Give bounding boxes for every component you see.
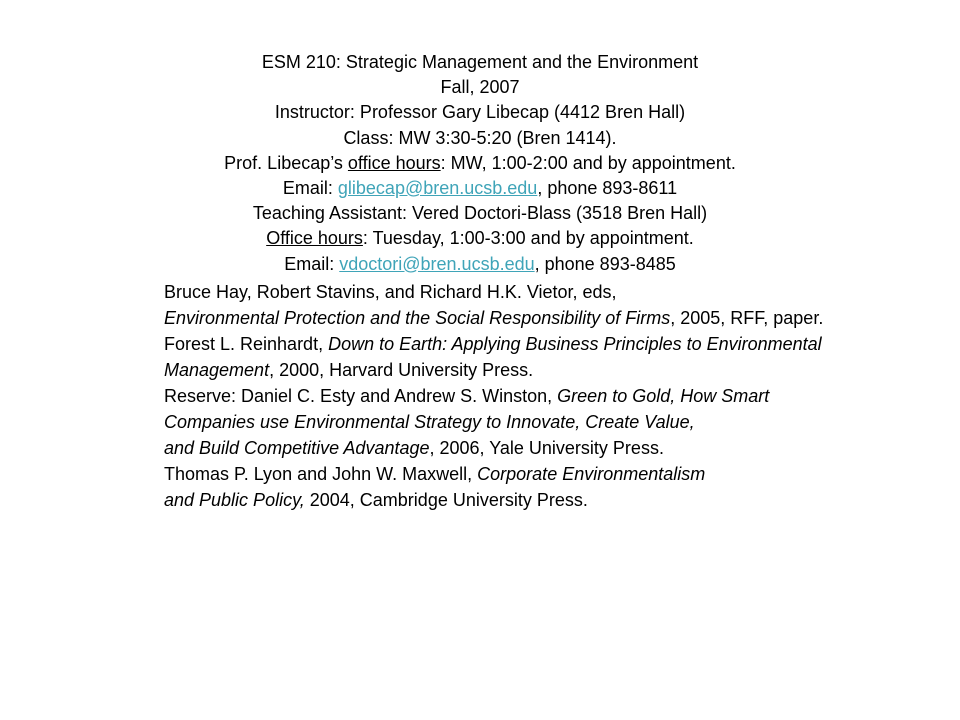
reading-list: [164, 283, 824, 517]
reading-2-citation-b: [164, 361, 824, 380]
prof-hours-prefix: Prof. Libecap’s: [224, 152, 348, 173]
ta-hours-suffix: : Tuesday, 1:00-3:00 and by appointment.: [362, 228, 694, 249]
ta-phone: , phone 893-8485: [534, 253, 676, 274]
ta-email-link[interactable]: vdoctori@bren.ucsb.edu: [339, 253, 535, 274]
reading-2-title-a: Down to Earth: Applying Business Principles to Environmental: [328, 334, 822, 354]
reading-1-citation: [164, 309, 824, 328]
course-title: ESM 210: Strategic Management and the Environment: [261, 52, 699, 72]
reading-4-pub: 2004, Cambridge University Press.: [304, 490, 588, 510]
reading-4-title-b: and Public Policy,: [164, 490, 305, 510]
prof-phone: , phone 893-8611: [537, 178, 678, 199]
reading-3-title-b: Companies use Environmental Strategy to Innovate, Create Value,: [164, 412, 695, 432]
reading-3-pub: , 2006, Yale University Press.: [429, 438, 664, 458]
reading-2-pub: , 2000, Harvard University Press.: [269, 360, 534, 380]
reading-3-citation-c: [164, 439, 824, 458]
reading-1-pub: , 2005, RFF, paper.: [670, 308, 824, 328]
ta-contact: [0, 252, 960, 277]
reading-3-citation-b: [164, 413, 824, 432]
reading-2-title-b: Management: [164, 360, 270, 380]
reading-1-authors: Bruce Hay, Robert Stavins, and Richard H.K. Vietor, eds,: [164, 282, 617, 302]
reading-3-citation-a: [164, 387, 824, 406]
reading-4-citation-a: [164, 465, 824, 484]
ta-office-hours: [0, 226, 960, 251]
reading-2-authors: Forest L. Reinhardt,: [164, 334, 329, 354]
reading-4-citation-b: [164, 491, 824, 510]
ta-hours-label: Office hours: [266, 228, 363, 249]
reading-3-title-a: Green to Gold, How Smart: [557, 386, 770, 406]
reading-4-title-a: Corporate Environmentalism: [477, 464, 706, 484]
reading-1-title: Environmental Protection and the Social Responsibility of Firms: [164, 308, 671, 328]
ta-line: Teaching Assistant: Vered Doctori-Blass (3518 Bren Hall): [252, 203, 708, 224]
class-time: Class: MW 3:30-5:20 (Bren 1414).: [343, 127, 617, 148]
ta-email-prefix: Email:: [284, 253, 340, 274]
instructor-line: Instructor: Professor Gary Libecap (4412 Bren Hall): [274, 102, 686, 123]
prof-hours-suffix: : MW, 1:00-2:00 and by appointment.: [440, 152, 736, 173]
course-header: [0, 50, 960, 277]
prof-office-hours: [0, 151, 960, 176]
prof-hours-label: office hours: [347, 152, 441, 173]
prof-email-prefix: Email:: [282, 178, 338, 199]
course-term: Fall, 2007: [440, 77, 520, 98]
reading-4-authors: Thomas P. Lyon and John W. Maxwell,: [164, 464, 478, 484]
reading-3-title-c: and Build Competitive Advantage: [164, 438, 430, 458]
prof-email-link[interactable]: glibecap@bren.ucsb.edu: [337, 178, 538, 199]
prof-contact: [0, 176, 960, 201]
reading-2-citation-a: [164, 335, 824, 354]
reading-3-prefix: Reserve: Daniel C. Esty and Andrew S. Winston,: [164, 386, 558, 406]
